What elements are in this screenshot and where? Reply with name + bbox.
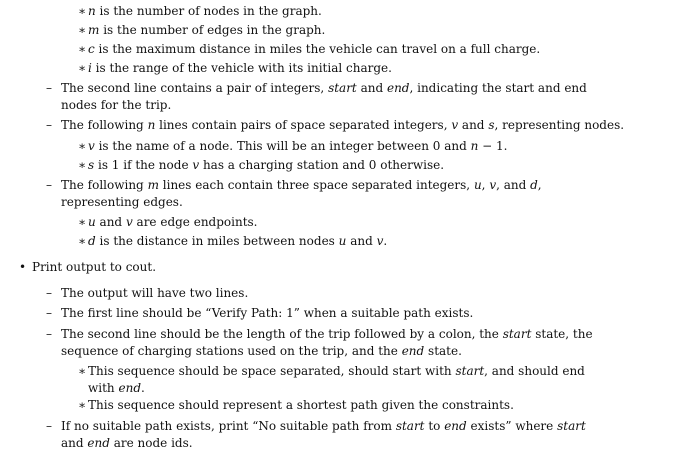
math-variable: s	[88, 158, 95, 172]
math-variable: i	[88, 61, 92, 75]
list-marker: ∗	[78, 4, 87, 18]
list-item-text: and	[61, 435, 88, 450]
list-item-text: is the name of a node. This will be an integer between 0 and	[94, 139, 471, 153]
list-marker: ∗	[78, 398, 87, 412]
list-item-text: are edge endpoints.	[132, 215, 258, 229]
list-item-text: is the range of the vehicle with its initial charge.	[91, 61, 392, 75]
list-item-text: .	[383, 234, 388, 248]
list-item-text: lines each contain three space separated integers,	[158, 178, 474, 192]
list-item	[88, 41, 540, 58]
list-item	[88, 363, 598, 396]
list-item-text: The output will have two lines.	[61, 286, 249, 300]
math-variable: m	[88, 23, 100, 37]
math-variable: end	[87, 435, 110, 450]
math-variable: n	[470, 139, 479, 153]
math-variable: m	[147, 178, 159, 192]
list-item-text: The second line should be the length of the trip followed by a colon, the	[61, 327, 503, 341]
list-marker: –	[46, 327, 52, 341]
list-item	[88, 138, 507, 155]
math-variable: start	[395, 419, 425, 433]
math-variable: u	[88, 215, 96, 229]
list-item	[88, 60, 392, 77]
list-item-text: The second line contains a pair of integers,	[61, 81, 329, 95]
list-item-text: ,	[481, 178, 490, 192]
math-variable: end	[401, 343, 425, 358]
list-item-text: and	[95, 215, 126, 229]
math-variable: n	[147, 118, 156, 132]
math-variable: v	[125, 215, 133, 229]
list-item	[88, 214, 258, 231]
list-item-text: The following	[61, 118, 148, 132]
list-item-text: is the maximum distance in miles the vehicle can travel on a full charge.	[94, 42, 541, 56]
list-marker: –	[46, 419, 52, 433]
list-item	[32, 259, 156, 276]
math-variable: v	[489, 178, 497, 192]
list-item-text: , representing nodes.	[494, 118, 625, 132]
list-item-text: is the distance in miles between nodes	[95, 234, 339, 248]
list-marker: •	[19, 260, 27, 274]
list-item-text: , and should end with	[88, 364, 585, 395]
list-item-text: has a charging station and 0 otherwise.	[199, 158, 445, 172]
list-item-text: are node ids.	[109, 435, 193, 450]
list-marker: ∗	[78, 215, 87, 229]
list-marker: –	[46, 178, 52, 192]
list-item-text: exists” where	[466, 419, 558, 433]
list-marker: –	[46, 118, 52, 132]
list-item-text: is 1 if the node	[94, 158, 193, 172]
list-marker: –	[46, 306, 52, 320]
list-item-text: lines contain pairs of space separated integers,	[155, 118, 452, 132]
list-item-text: If no suitable path exists, print “No suitable path from	[61, 419, 396, 433]
list-item	[61, 285, 248, 302]
list-item-text: This sequence should be space separated, should start with	[88, 364, 456, 378]
list-marker: –	[46, 81, 52, 95]
list-marker: ∗	[78, 139, 87, 153]
math-variable: v	[451, 118, 459, 132]
list-item	[88, 397, 514, 414]
math-variable: start	[328, 81, 357, 95]
math-variable: start	[557, 419, 586, 433]
list-item-text: , and	[496, 178, 531, 192]
math-variable: u	[473, 178, 482, 192]
list-item-text: The following	[61, 178, 148, 192]
math-variable: n	[88, 4, 96, 18]
list-item	[88, 233, 387, 250]
list-item-text: The first line should be “Verify Path: 1” when a suitable path exists.	[61, 306, 474, 320]
math-variable: end	[386, 81, 410, 95]
math-variable: c	[88, 42, 95, 56]
list-item-text: and	[356, 81, 387, 95]
list-marker: ∗	[78, 23, 87, 37]
list-item-text: This sequence should represent a shortest path given the constraints.	[88, 398, 514, 412]
list-item-text: state.	[424, 343, 462, 358]
list-item	[88, 22, 325, 39]
list-item-text: state, the sequence of charging stations used on the trip, and the	[61, 327, 593, 358]
list-item-text: and	[346, 234, 377, 248]
math-variable: v	[376, 234, 384, 248]
list-item-text: , indicating the start and end nodes for the trip.	[61, 81, 587, 112]
math-variable: s	[488, 118, 495, 132]
math-variable: d	[88, 234, 96, 248]
list-marker: ∗	[78, 158, 87, 172]
list-marker: –	[46, 286, 52, 300]
math-variable: v	[192, 158, 200, 172]
list-item-text: .	[141, 380, 145, 395]
list-item	[61, 177, 597, 210]
list-item	[61, 80, 597, 113]
list-item	[61, 418, 597, 451]
list-item	[88, 157, 444, 174]
math-variable: d	[530, 178, 538, 192]
list-marker: ∗	[78, 234, 87, 248]
list-item-text: − 1.	[478, 139, 508, 153]
math-variable: start	[455, 364, 485, 378]
list-item	[61, 305, 473, 322]
list-item	[88, 3, 322, 20]
list-item-text: is the number of nodes in the graph.	[95, 4, 322, 18]
list-item-text: to	[424, 419, 445, 433]
list-item-text: is the number of edges in the graph.	[99, 23, 326, 37]
list-item-text: Print output to cout.	[32, 260, 157, 274]
math-variable: start	[502, 327, 532, 341]
list-marker: ∗	[78, 364, 87, 378]
list-item-text: and	[458, 118, 489, 132]
math-variable: v	[88, 139, 95, 153]
math-variable: end	[118, 380, 141, 395]
list-marker: ∗	[78, 42, 87, 56]
list-item	[61, 117, 624, 134]
math-variable: end	[444, 419, 467, 433]
math-variable: u	[338, 234, 347, 248]
list-marker: ∗	[78, 61, 87, 75]
list-item-text: , representing edges.	[61, 178, 542, 209]
list-item	[61, 326, 597, 359]
